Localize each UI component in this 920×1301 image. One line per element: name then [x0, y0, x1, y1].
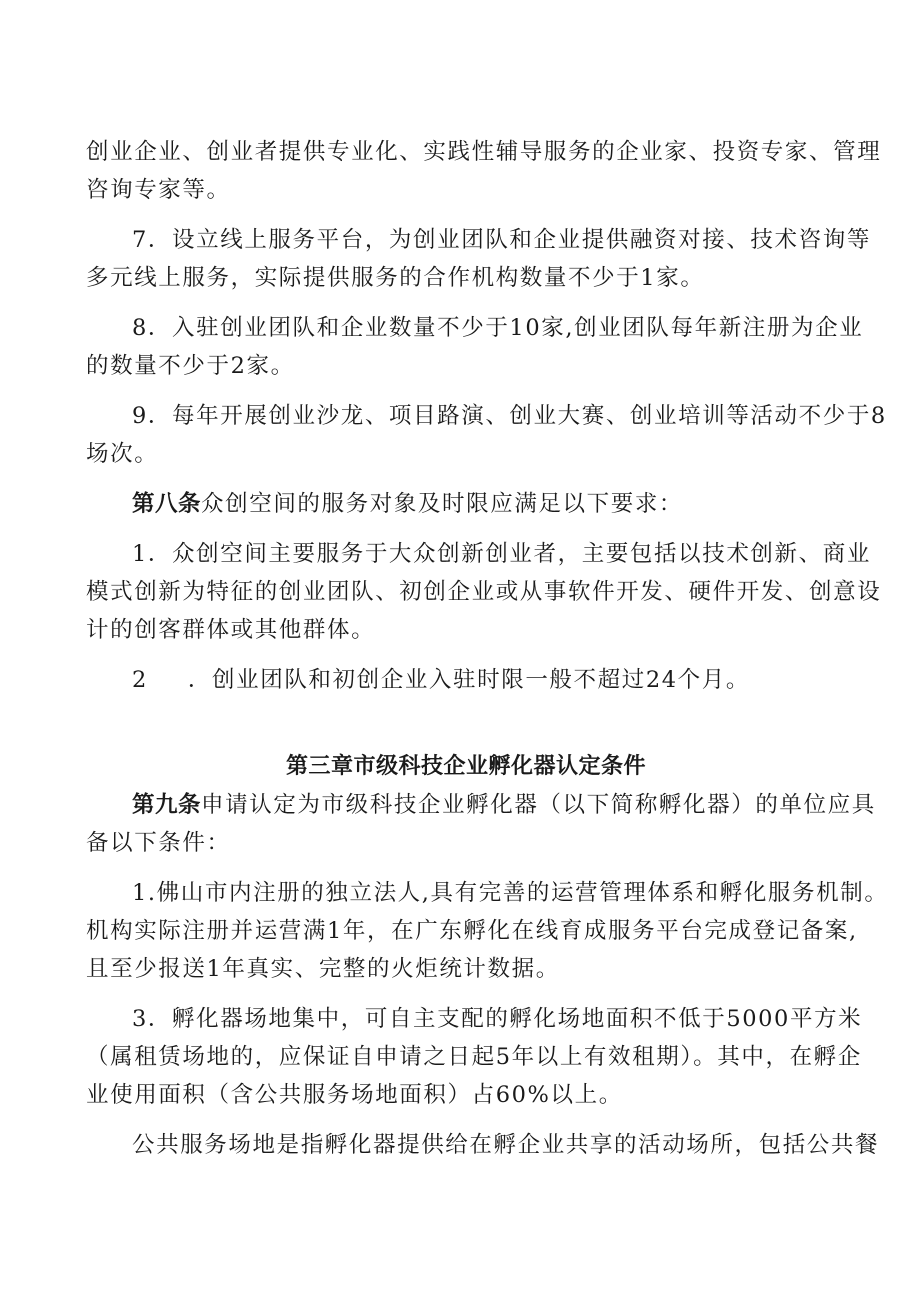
article-9-item-1-continued: 机构实际注册并运营满1年，在广东孵化在线育成服务平台完成登记备案, — [86, 918, 858, 944]
article-9-item-3-continued: 业使用面积（含公共服务场地面积）占60%以上。 — [86, 1082, 623, 1108]
article-9-continued: 备以下条件： — [86, 830, 231, 856]
chapter-heading: 第三章市级科技企业孵化器认定条件 — [285, 754, 646, 779]
article-9-item-1-continued: 且至少报送1年真实、完整的火炬统计数据。 — [86, 956, 560, 982]
list-item-8-continued: 的数量不少于2家。 — [86, 353, 295, 379]
paragraph-line: 创业企业、创业者提供专业化、实践性辅导服务的企业家、投资专家、管理 — [86, 139, 882, 165]
document-page — [86, 133, 889, 1164]
list-item-9-continued: 场次。 — [86, 441, 159, 467]
article-8-item-2-text: ．创业团队和初创企业入驻时限一般不超过24个月。 — [187, 667, 750, 693]
article-8-text: 众创空间的服务对象及时限应满足以下要求： — [201, 491, 684, 517]
article-8-label: 第八条 — [132, 491, 202, 517]
paragraph-line: 咨询专家等。 — [86, 177, 231, 203]
article-8-item-1-continued: 模式创新为特征的创业团队、初创企业或从事软件开发、硬件开发、创意设 — [86, 579, 882, 605]
article-8-item-1: 1．众创空间主要服务于大众创新创业者，主要包括以技术创新、商业 — [132, 541, 871, 567]
article-9-item-3: 3．孵化器场地集中，可自主支配的孵化场地面积不低于5000平方米 — [132, 1006, 863, 1032]
article-9-item-1: 1.佛山市内注册的独立法人,具有完善的运营管理体系和孵化服务机制。 — [132, 880, 889, 906]
article-9-label: 第九条 — [132, 792, 202, 818]
article-9-item-3-continued: （属租赁场地的，应保证自申请之日起5年以上有效租期）。其中，在孵企 — [86, 1044, 862, 1070]
article-8-item-1-continued: 计的创客群体或其他群体。 — [86, 617, 376, 643]
list-item-7-continued: 多元线上服务，实际提供服务的合作机构数量不少于1家。 — [86, 265, 705, 291]
article-8-item-2-number: 2 — [132, 667, 148, 693]
list-item-9: 9．每年开展创业沙龙、项目路演、创业大赛、创业培训等活动不少于8 — [132, 403, 887, 429]
article-8-item-2 — [86, 661, 846, 699]
list-item-8: 8．入驻创业团队和企业数量不少于10家,创业团队每年新注册为企业 — [132, 315, 864, 341]
article-8 — [86, 485, 846, 523]
article-9 — [86, 786, 876, 824]
article-9-text: 申请认定为市级科技企业孵化器（以下简称孵化器）的单位应具 — [201, 792, 876, 818]
list-item-7: 7．设立线上服务平台，为创业团队和企业提供融资对接、技术咨询等 — [132, 227, 871, 253]
public-space-paragraph: 公共服务场地是指孵化器提供给在孵企业共享的活动场所，包括公共餐 — [132, 1132, 880, 1158]
